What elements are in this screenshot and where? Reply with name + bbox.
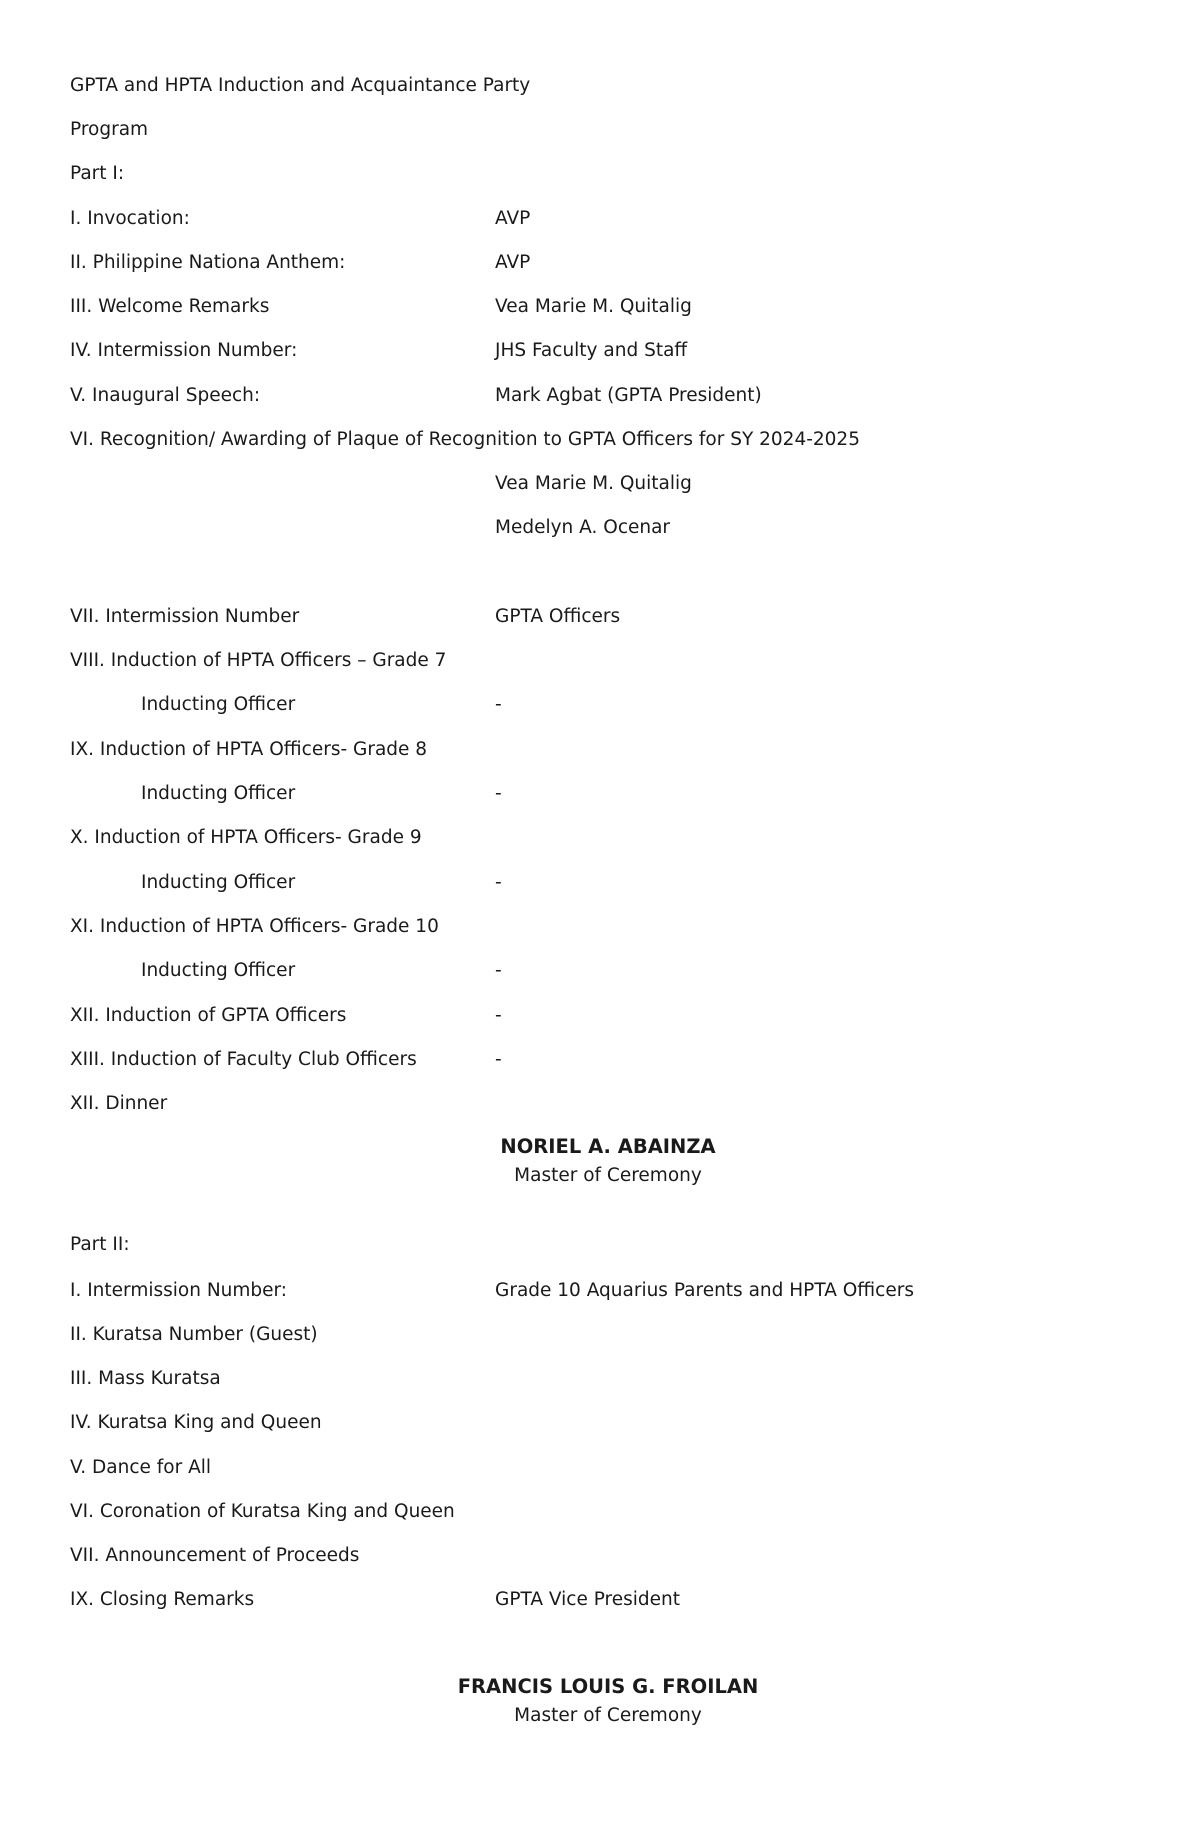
recognition-label: VI. Recognition/ Awarding of Plaque of Recognition to GPTA Officers for SY 2024-2025: [70, 429, 860, 450]
program-item-label: IX. Closing Remarks: [70, 1589, 255, 1610]
program-item-label: III. Welcome Remarks: [70, 296, 270, 317]
program-item-value: GPTA Vice President: [495, 1589, 681, 1610]
program-item-label: X. Induction of HPTA Officers- Grade 9: [70, 827, 422, 848]
program-item-value: -: [495, 1049, 502, 1070]
program-item-label: IV. Intermission Number:: [70, 340, 298, 361]
program-item-label: VII. Announcement of Proceeds: [70, 1545, 360, 1566]
program-item-label: V. Dance for All: [70, 1457, 212, 1478]
signatory-role: Master of Ceremony: [514, 1165, 702, 1186]
program-item-value: -: [495, 872, 502, 893]
program-item-value: -: [495, 960, 502, 981]
program-item-label: V. Inaugural Speech:: [70, 385, 261, 406]
program-item-label: III. Mass Kuratsa: [70, 1368, 221, 1389]
program-item-label: IV. Kuratsa King and Queen: [70, 1412, 322, 1433]
program-item-label: XII. Induction of GPTA Officers: [70, 1005, 347, 1026]
program-item-label: IX. Induction of HPTA Officers- Grade 8: [70, 739, 428, 760]
program-item-value: JHS Faculty and Staff: [495, 340, 688, 361]
program-heading: Program: [70, 119, 149, 140]
program-item-value: -: [495, 1005, 502, 1026]
program-item-label: XII. Dinner: [70, 1093, 168, 1114]
program-item-value: Grade 10 Aquarius Parents and HPTA Officers: [495, 1280, 914, 1301]
part1-heading: Part I:: [70, 163, 125, 184]
program-item-label: VII. Intermission Number: [70, 606, 300, 627]
inducting-officer-label: Inducting Officer: [141, 694, 296, 715]
inducting-officer-label: Inducting Officer: [141, 783, 296, 804]
program-item-value: GPTA Officers: [495, 606, 621, 627]
program-item-value: -: [495, 694, 502, 715]
program-item-value: AVP: [495, 208, 531, 229]
program-item-label: II. Philippine Nationa Anthem:: [70, 252, 346, 273]
program-item-label: XIII. Induction of Faculty Club Officers: [70, 1049, 417, 1070]
program-item-value: Mark Agbat (GPTA President): [495, 385, 762, 406]
recognition-presenter: Vea Marie M. Quitalig: [495, 473, 692, 494]
signatory-name: NORIEL A. ABAINZA: [500, 1135, 716, 1158]
recognition-presenter: Medelyn A. Ocenar: [495, 517, 671, 538]
inducting-officer-label: Inducting Officer: [141, 960, 296, 981]
part2-heading: Part II:: [70, 1234, 130, 1255]
program-item-label: XI. Induction of HPTA Officers- Grade 10: [70, 916, 439, 937]
signatory-name: FRANCIS LOUIS G. FROILAN: [457, 1675, 759, 1698]
program-item-label: VIII. Induction of HPTA Officers – Grade 7: [70, 650, 447, 671]
program-item-value: -: [495, 783, 502, 804]
inducting-officer-label: Inducting Officer: [141, 872, 296, 893]
program-item-value: Vea Marie M. Quitalig: [495, 296, 692, 317]
signatory-role: Master of Ceremony: [514, 1705, 702, 1726]
document-title: GPTA and HPTA Induction and Acquaintance Party: [70, 75, 531, 96]
program-item-label: VI. Coronation of Kuratsa King and Queen: [70, 1501, 455, 1522]
program-item-value: AVP: [495, 252, 531, 273]
program-item-label: I. Invocation:: [70, 208, 190, 229]
program-item-label: II. Kuratsa Number (Guest): [70, 1324, 318, 1345]
program-item-label: I. Intermission Number:: [70, 1280, 288, 1301]
